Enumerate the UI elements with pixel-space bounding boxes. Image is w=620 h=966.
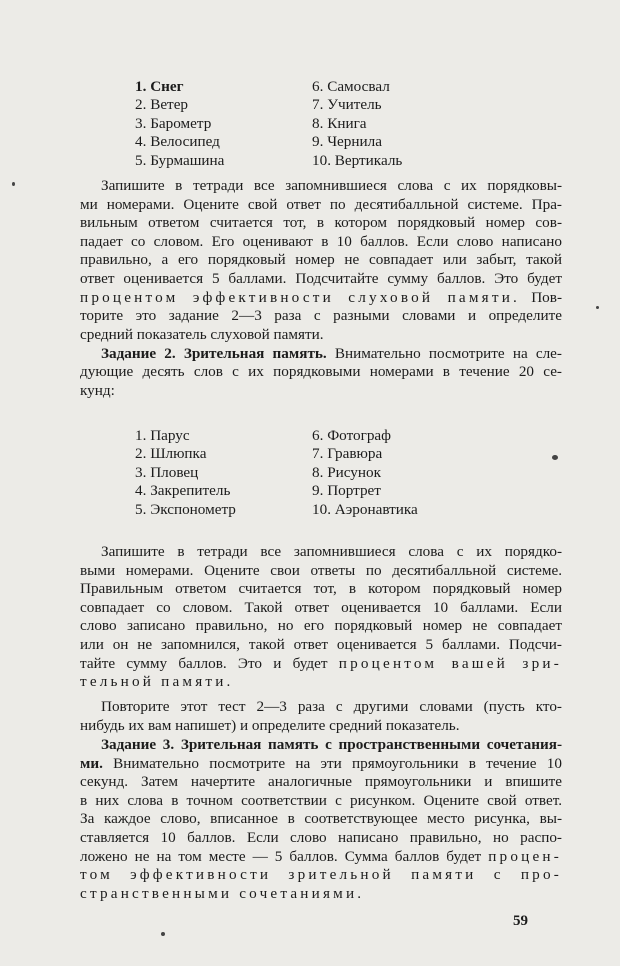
task-2-heading-paragraph (80, 345, 562, 401)
spaced-emphasis-text: странственными сочетаниями. (80, 884, 365, 902)
text-line (80, 829, 562, 848)
text-line (80, 307, 562, 326)
spaced-emphasis-text: процентом эффективности слуховой памяти. (80, 288, 521, 306)
list-item: 7. Гравюра (312, 445, 383, 463)
text-segment: Внимательно посмотрите на эти прямоугольники в течение 10 (102, 754, 562, 772)
bold-heading-text: Задание 3. Зрительная память с пространственными сочетания- (101, 736, 562, 753)
list-item: 8. Рисунок (312, 463, 381, 481)
list-item: 2. Ветер (135, 96, 189, 114)
text-segment: тайте сумму баллов. Это и будет (80, 654, 339, 672)
text-line (80, 617, 562, 636)
text-line (80, 698, 562, 717)
bold-heading-text: ми. (80, 754, 103, 772)
text-line (80, 345, 562, 364)
text-line (80, 755, 562, 774)
list-item: 3. Барометр (135, 114, 212, 132)
text-line (80, 636, 562, 655)
spaced-emphasis-text: тельной памяти. (80, 673, 234, 691)
text-segment: торите это задание 2—3 раза с разными словами и определите (80, 307, 562, 325)
text-line (80, 773, 562, 792)
text-line (80, 599, 562, 618)
list-item: 9. Чернила (312, 133, 382, 151)
text-segment: Повторите этот тест 2—3 раза с другими словами (пусть кто- (101, 698, 562, 715)
text-segment: дующие десять слов с их порядковыми номерами в течение 20 се- (80, 363, 562, 381)
text-line (80, 792, 562, 811)
text-line (80, 580, 562, 599)
list-item: 4. Велосипед (135, 133, 220, 151)
text-segment: кунд: (80, 381, 115, 399)
text-segment: вильным ответом считается тот, в котором порядковый номер сов- (80, 214, 562, 232)
word-list-2 (135, 427, 236, 519)
list-item: 1. Снег (135, 78, 184, 95)
text-line (80, 655, 562, 674)
text-line (80, 885, 562, 904)
list-item: 5. Бурмашина (135, 151, 225, 169)
text-segment: нибудь их вам напишет) и определите средний показатель. (80, 716, 460, 734)
list-item: 4. Закрепитель (135, 482, 231, 500)
text-line (80, 382, 562, 401)
text-segment: Пов- (520, 288, 563, 306)
list-item: 5. Экспонометр (135, 500, 236, 518)
text-line (80, 196, 562, 215)
text-line (80, 233, 562, 252)
scan-speck (596, 306, 599, 309)
page-number: 59 (513, 913, 528, 929)
text-line (80, 543, 562, 562)
paragraph-auditory-instructions (80, 177, 562, 344)
text-segment: ответ оценивается 5 баллами. Подсчитайте сумму баллов. Это будет (80, 269, 562, 287)
spaced-emphasis-text: процентом вашей зри- (338, 654, 562, 672)
word-list-1 (135, 78, 224, 170)
text-line (80, 363, 562, 382)
text-line (80, 736, 562, 755)
text-line (80, 848, 562, 867)
list-item: 6. Самосвал (312, 78, 390, 95)
text-segment: слово записано правильно, но его порядковый номер не совпадает (80, 617, 562, 635)
text-line (80, 866, 562, 885)
word-list-2-right (312, 427, 418, 519)
text-segment: совпадает со словом. Такой ответ оценивается 10 баллами. Если (80, 598, 562, 616)
list-item: 6. Фотограф (312, 427, 392, 444)
scan-speck (552, 455, 558, 460)
word-list-1-right (312, 78, 402, 170)
text-segment: Запишите в тетради все запомнившиеся слова с их порядко- (101, 543, 562, 560)
list-item: 1. Парус (135, 427, 190, 444)
text-segment: секунд. Затем начертите аналогичные прямоугольники и впишите (80, 773, 562, 791)
text-segment: выми номерами. Оцените свои ответы по десятибалльной системе. (80, 561, 562, 579)
list-item: 9. Портрет (312, 482, 381, 500)
text-segment: или он не запомнился, такой ответ оценивается 5 баллами. Подсчи- (80, 635, 562, 653)
list-item: 10. Вертикаль (312, 151, 403, 169)
list-item: 3. Пловец (135, 463, 199, 481)
text-segment: Внимательно посмотрите на сле- (326, 344, 562, 362)
text-segment: За каждое слово, вписанное в соответствующее место рисунка, вы- (80, 810, 562, 828)
text-segment: падает со словом. Его оценивают в 10 баллов. Если слово написано (80, 232, 562, 250)
text-segment: ложено не на том месте — 5 баллов. Сумма баллов будет (80, 847, 489, 865)
text-line (80, 214, 562, 233)
spaced-emphasis-text: том эффективности зрительной памяти с про- (80, 866, 562, 884)
text-line (80, 289, 562, 308)
text-line (80, 251, 562, 270)
text-line (80, 673, 562, 692)
scan-speck (12, 182, 15, 186)
paragraph-repeat-test (80, 698, 562, 735)
bold-heading-text: Задание 2. Зрительная память. (101, 344, 327, 362)
list-item: 7. Учитель (312, 96, 382, 114)
text-segment: ставляется 10 баллов. Если слово написано правильно, но распо- (80, 828, 562, 846)
text-segment: в них слова в точном соответствии с рисунком. Оцените свой ответ. (80, 791, 562, 809)
list-item: 8. Книга (312, 114, 367, 132)
text-line (80, 326, 562, 345)
list-item: 2. Шлюпка (135, 445, 207, 463)
task-3-paragraph (80, 736, 562, 903)
spaced-emphasis-text: процен- (488, 847, 562, 865)
scan-speck (161, 932, 165, 936)
text-line (80, 562, 562, 581)
text-segment: средний показатель слуховой памяти. (80, 325, 324, 343)
paragraph-visual-instructions (80, 543, 562, 692)
list-item: 10. Аэронавтика (312, 500, 418, 518)
text-line (80, 270, 562, 289)
text-line (80, 177, 562, 196)
text-segment: Правильным ответом считается тот, в котором порядковый номер (80, 580, 562, 598)
text-segment: ми номерами. Оцените свой ответ по десятибалльной системе. Пра- (80, 195, 562, 213)
text-segment: Запишите в тетради все запомнившиеся слова с их порядковы- (101, 177, 562, 194)
text-segment: правильно, а его порядковый номер не совпадает или забыт, такой (80, 251, 562, 269)
text-line (80, 717, 562, 736)
text-line (80, 810, 562, 829)
